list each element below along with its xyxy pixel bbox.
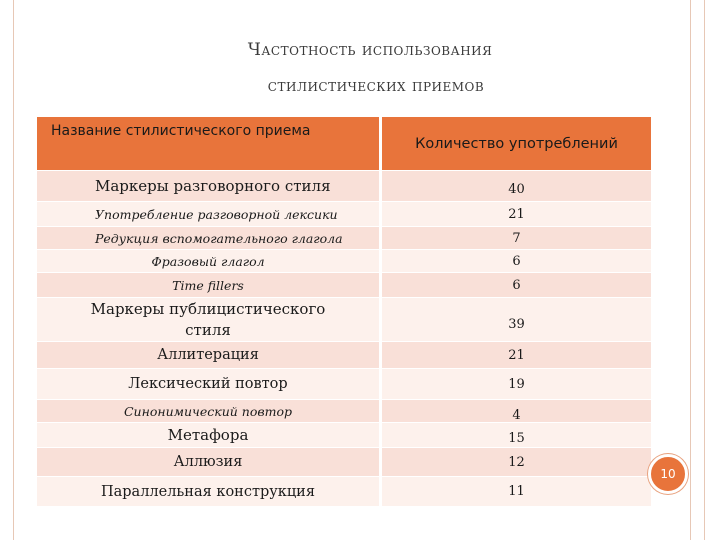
row-count: 39 — [379, 298, 651, 341]
row-count: 4 — [379, 400, 651, 422]
title-line-2: стилистических приемов — [267, 76, 485, 96]
header-count-column: Количество употреблений — [379, 117, 651, 170]
title-line-1: Частотность использования — [247, 40, 493, 60]
table-row — [37, 422, 651, 447]
slide-title — [40, 40, 700, 96]
table-row — [37, 476, 651, 506]
row-count: 12 — [379, 448, 651, 476]
row-name: Параллельная конструкция — [100, 483, 315, 500]
header-name-column: Название стилистического приема — [51, 123, 311, 139]
page-number-badge: 10 — [648, 454, 688, 494]
row-count: 15 — [379, 423, 651, 447]
frame-line-right-outer — [704, 0, 705, 540]
table-row — [37, 399, 651, 422]
row-count: 21 — [379, 342, 651, 368]
row-name: Маркеры разговорного стиля — [95, 177, 331, 195]
row-name: Time fillers — [172, 277, 244, 293]
row-name: Метафора — [167, 426, 249, 444]
row-name: Аллюзия — [173, 454, 243, 470]
row-name: Фразовый глагол — [151, 253, 265, 269]
row-count: 40 — [379, 171, 651, 201]
row-name: Лексический повтор — [128, 376, 288, 392]
row-count: 7 — [379, 227, 651, 249]
row-name: Синонимический повтор — [123, 403, 293, 419]
row-name: Маркеры публицистического стиля — [90, 300, 326, 339]
table-row — [37, 170, 651, 201]
row-count: 19 — [379, 369, 651, 399]
table-row — [37, 368, 651, 399]
table-row — [37, 249, 651, 272]
row-count: 6 — [379, 250, 651, 272]
frequency-table — [37, 117, 651, 506]
row-name: Употребление разговорной лексики — [95, 206, 338, 222]
table-row — [37, 341, 651, 368]
row-count: 6 — [379, 273, 651, 297]
table-row — [37, 272, 651, 297]
frame-line-left — [13, 0, 14, 540]
table-row — [37, 226, 651, 249]
table-row — [37, 201, 651, 226]
table-row — [37, 447, 651, 476]
row-count: 11 — [379, 477, 651, 506]
table-row — [37, 297, 651, 341]
row-count: 21 — [379, 202, 651, 226]
row-name: Аллитерация — [157, 347, 259, 363]
row-name: Редукция вспомогательного глагола — [95, 230, 343, 246]
table-header — [37, 117, 651, 170]
